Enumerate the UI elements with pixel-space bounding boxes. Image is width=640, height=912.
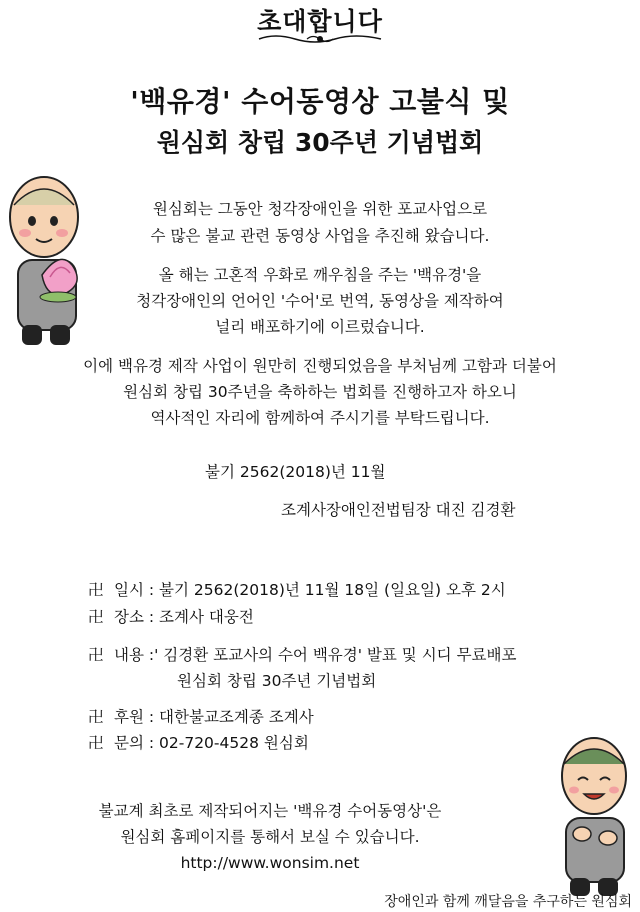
event-title-line1: '백유경' 수어동영상 고불식 및 <box>130 85 510 118</box>
intro-line: 원심회 창립 30주년을 축하하는 법회를 진행하고자 하오니 <box>123 383 517 401</box>
monk-illustration <box>552 730 638 900</box>
event-title-line2: 원심회 창립 30주년 기념법회 <box>156 128 484 157</box>
ornament-divider <box>255 32 385 46</box>
intro-line: 올 해는 고혼적 우화로 깨우침을 주는 '백유경'을 <box>158 266 482 284</box>
closing-line1: 불교계 최초로 제작되어지는 '백유경 수어동영상'은 <box>98 802 442 820</box>
manji-icon: 卍 <box>88 608 104 626</box>
detail-time-text: 일시 : 불기 2562(2018)년 11월 18일 (일요일) 오후 2시 <box>114 581 506 599</box>
detail-contact <box>88 731 309 753</box>
intro-line: 역사적인 자리에 함께하여 주시기를 부탁드립니다. <box>150 409 490 427</box>
detail-sponsor-text: 후원 : 대한불교조계종 조계사 <box>114 708 314 726</box>
manji-icon: 卍 <box>88 646 104 664</box>
detail-content-line2: 원심회 창립 30주년 기념법회 <box>177 672 377 690</box>
manji-icon: 卍 <box>88 581 104 599</box>
intro-line: 이에 백유경 제작 사업이 원만히 진행되었음을 부처님께 고함과 더불어 <box>83 357 557 375</box>
intro-line: 널리 배포하기에 이르렀습니다. <box>215 318 425 336</box>
detail-content-text: 내용 :' 김경환 포교사의 수어 백유경' 발표 및 시디 무료배포 <box>114 646 517 664</box>
website-link[interactable]: http://www.wonsim.net <box>180 854 360 872</box>
detail-content <box>88 643 516 665</box>
manji-icon: 卍 <box>88 734 104 752</box>
detail-time <box>88 578 506 600</box>
signature: 조계사장애인전법팀장 대진 김경환 <box>281 501 516 519</box>
detail-place-text: 장소 : 조계사 대웅전 <box>114 608 254 626</box>
footer-slogan: 장애인과 함께 깨달음을 추구하는 원심회 <box>384 894 632 910</box>
manji-icon: 卍 <box>88 708 104 726</box>
detail-sponsor <box>88 705 314 727</box>
intro-line: 청각장애인의 언어인 '수어'로 번역, 동영상을 제작하여 <box>136 292 504 310</box>
intro-line: 원심회는 그동안 청각장애인을 위한 포교사업으로 <box>152 200 488 218</box>
intro-line: 수 많은 불교 관련 동영상 사업을 추진해 왔습니다. <box>150 227 490 245</box>
detail-place <box>88 605 254 627</box>
closing-line2: 원심회 홈페이지를 통해서 보실 수 있습니다. <box>120 828 420 846</box>
issue-date: 불기 2562(2018)년 11월 <box>205 463 386 481</box>
invitation-heading: 초대합니다 <box>257 7 383 36</box>
detail-contact-text: 문의 : 02-720-4528 원심회 <box>114 734 309 752</box>
